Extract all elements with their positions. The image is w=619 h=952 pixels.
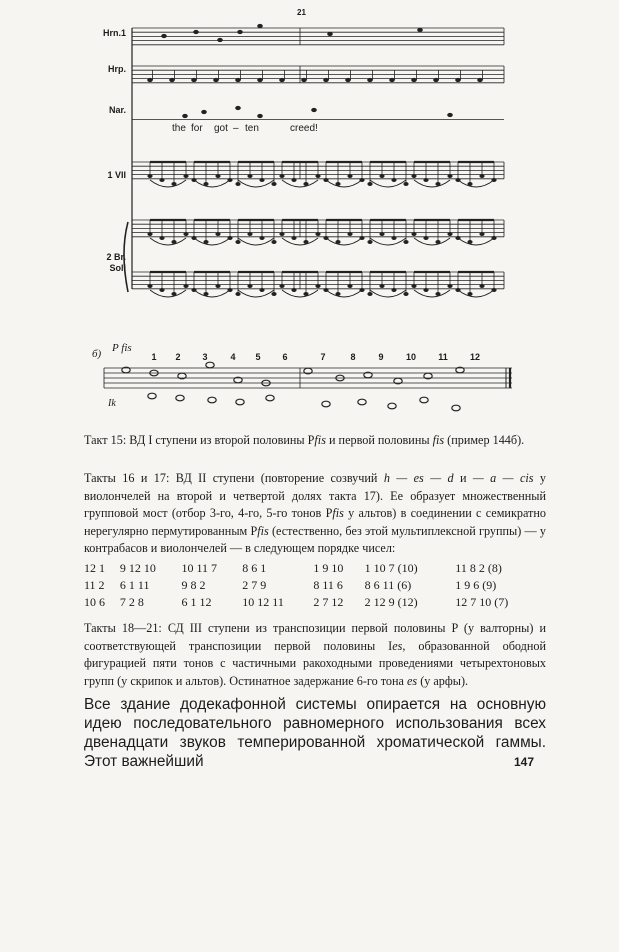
number-cell: 6 1 11 [119,578,150,592]
paragraph-dodecaphony: Все здание додекафонной системы опирается на основную идею последовательного равномерного использования всех двенадцати звуков темперированной хроматической гаммы. Этот важнейший [84,696,546,770]
slur [326,290,362,297]
slur [370,180,406,187]
number-cell: 2 12 9 (12) [364,595,418,609]
note-head [367,78,373,82]
number-cell: 12 1 [84,561,105,575]
note-head [345,78,351,82]
slur [150,290,186,297]
note-head [257,24,263,28]
note-head [301,78,307,82]
lyric-syllable: creed! [290,123,318,134]
series-number: 4 [230,352,236,362]
note-head [327,32,333,36]
example-staff [92,338,522,418]
text-run: Такт 15: ВД I ступени из второй половины P [84,433,315,447]
text-run: Такты 18—21: СД III ступени из транспозиции первой половины P (у валторны) и соответствующей транспозиции первой половины I [84,621,546,653]
whole-note [452,405,460,411]
number-cell: 6 1 12 [181,595,212,609]
number-row [84,560,546,577]
number-cell: 8 6 1 [242,561,267,575]
staff-label-narrator: Nar. [108,105,126,115]
slur [194,290,230,297]
text-run-italic: fis [257,523,269,538]
note-head [201,110,207,114]
page-number: 147 [514,755,535,769]
text-run-italic: fis [314,433,326,447]
slur [458,180,494,187]
series-number: 10 [405,352,416,362]
staff-label-violas: 2 Br. [106,252,126,262]
example-label: б) [92,348,102,360]
number-cell: 1 9 6 (9) [455,578,497,592]
series-number: 8 [350,352,356,362]
number-cell: 11 8 2 (8) [455,561,502,575]
number-cell: 1 10 7 (10) [364,561,418,575]
whole-note [206,362,214,368]
note-head [433,78,439,82]
paragraph-bars18-21 [84,620,546,690]
whole-note [388,403,396,409]
number-cell: 1 9 10 [313,561,344,575]
example-roman-label: Ik [108,398,116,409]
text-run-italic: fis [332,506,344,520]
slur [282,238,318,245]
series-number: 11 [438,352,448,362]
staff-label-horn: Hrn.1 [102,28,126,38]
note-head [147,78,153,82]
slur [414,238,450,245]
slur [150,180,186,187]
lyric-syllable: got [214,123,228,134]
note-head [237,30,243,34]
slur [150,238,186,245]
text-run: у альтов) в соединении с семикратно нерегулярно пермутированным P [84,506,547,538]
text-run-italic: es [406,673,418,688]
slur [194,180,230,187]
note-head [257,78,263,82]
text-run: , образованной ободной фигурацией пяти тонов с частичными ракоходными проведениями четырехтоновых групп (у скрипок и альтов). Остинатное задержание 6-го тона [84,638,546,688]
series-number: 5 [255,352,261,362]
series-number: 7 [320,352,326,362]
text-run: и первой половины [325,433,433,447]
lyric-syllable: – [233,123,239,134]
number-cell: 7 2 8 [119,595,144,609]
slur [414,290,450,297]
note-head [455,78,461,82]
example-row-label: P fis [112,342,132,354]
number-cell: 11 2 [84,578,105,592]
staff-label-soli: Soli [109,263,126,273]
series-number: 2 [175,352,181,362]
note-head [279,78,285,82]
note-head [182,114,188,118]
note-head [447,113,453,117]
lyric-syllable: ten [245,123,259,134]
text-run-italic: h — es — d [383,471,454,485]
slur [414,180,450,187]
number-cell: 2 7 12 [313,595,344,609]
whole-note [236,399,244,405]
whole-note [358,399,366,405]
whole-note [322,401,330,407]
slur [370,238,406,245]
whole-note [420,397,428,403]
text-run: и [453,471,473,485]
slur [326,180,362,187]
slur [282,180,318,187]
slur [238,290,274,297]
note-head [417,28,423,32]
lyric-syllable: the [172,123,186,134]
measure-number: 21 [297,8,306,17]
text-run: (естественно, без этой мультиплексной группы) — у контрабасов и виолончелей — в следующем порядке чисел: [84,523,546,555]
number-cell: 9 8 2 [181,578,206,592]
note-head [389,78,395,82]
whole-note [148,393,156,399]
slur [282,290,318,297]
music-score [100,2,520,322]
number-row [84,594,546,611]
number-cell: 12 7 10 (7) [455,595,509,609]
text-run: у виолончелей на второй и четвертой долях такта 17). Ее образует множественный групповой мост (отбор 3-го, 4-го, 5-го тонов P [84,471,546,520]
note-head [169,78,175,82]
note-head [235,78,241,82]
text-run: (у арфы). [417,673,469,688]
note-head [217,38,223,42]
slur [370,290,406,297]
whole-note [266,395,274,401]
note-head [161,34,167,38]
staff-label-harp: Hrp. [108,64,126,74]
paragraph-bar15 [84,432,546,450]
series-number: 9 [378,352,384,362]
slur [238,180,274,187]
note-head [193,30,199,34]
text-run: Такты 16 и 17: ВД II ступени (повторение созвучий [84,471,384,485]
note-head [257,114,263,118]
series-number: 12 [469,352,480,362]
music-example [92,338,522,418]
number-table [84,560,546,611]
number-cell: 8 6 11 (6) [364,578,412,592]
text-run-italic: — a — cis [472,471,534,485]
paragraph-bars16-17 [84,470,546,558]
note-head [213,78,219,82]
score-staves [100,2,520,322]
note-head [323,78,329,82]
slur [238,238,274,245]
text-run-italic: fis [432,433,445,447]
series-number: 6 [282,352,288,362]
number-cell: 8 11 6 [313,578,343,592]
note-head [311,108,317,112]
series-number: 3 [202,352,208,362]
whole-note [176,395,184,401]
slur [194,238,230,245]
number-cell: 10 12 11 [242,595,284,609]
number-cell: 9 12 10 [119,561,156,575]
staff-label-violins: 1 VII [107,170,126,180]
whole-note [208,397,216,403]
text-run: (пример 144б). [444,433,525,447]
series-number: 1 [151,352,157,362]
slur [458,238,494,245]
slur [326,238,362,245]
note-head [235,106,241,110]
note-head [477,78,483,82]
number-cell: 10 11 7 [181,561,218,575]
number-cell: 10 6 [84,595,105,609]
lyric-syllable: for [191,123,203,134]
number-row [84,577,546,594]
note-head [411,78,417,82]
slur [458,290,494,297]
number-cell: 2 7 9 [242,578,267,592]
note-head [191,78,197,82]
text-run-italic: es [392,638,403,653]
